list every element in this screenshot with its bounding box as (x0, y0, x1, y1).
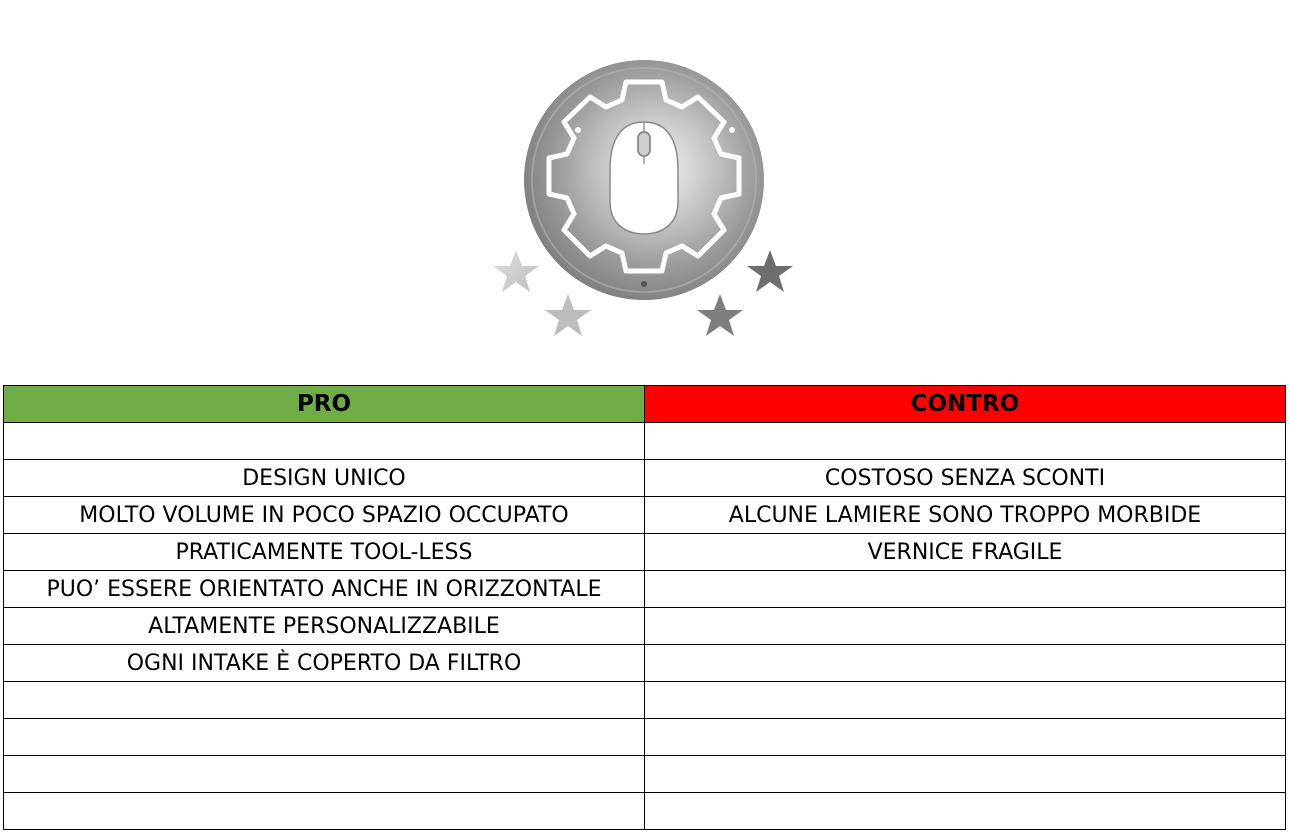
contro-cell: VERNICE FRAGILE (645, 534, 1286, 571)
pros-cons-table-wrapper (3, 385, 1285, 830)
table-row (4, 645, 1286, 682)
pro-header: PRO (4, 386, 645, 423)
table-row (4, 756, 1286, 793)
pro-cell: PRATICAMENTE TOOL-LESS (4, 534, 645, 571)
pro-cell: MOLTO VOLUME IN POCO SPAZIO OCCUPATO (4, 497, 645, 534)
contro-cell (645, 423, 1286, 460)
table-header-row (4, 386, 1286, 423)
contro-cell (645, 756, 1286, 793)
table-row (4, 534, 1286, 571)
contro-cell (645, 608, 1286, 645)
pro-cell (4, 756, 645, 793)
pro-cell: OGNI INTAKE È COPERTO DA FILTRO (4, 645, 645, 682)
contro-cell (645, 571, 1286, 608)
pro-cell (4, 423, 645, 460)
pro-cell (4, 682, 645, 719)
table-row (4, 608, 1286, 645)
pro-cell: PUO’ ESSERE ORIENTATO ANCHE IN ORIZZONTALE (4, 571, 645, 608)
table-row (4, 460, 1286, 497)
table-row (4, 571, 1286, 608)
contro-cell (645, 719, 1286, 756)
contro-cell (645, 793, 1286, 830)
table-row (4, 682, 1286, 719)
table-row (4, 497, 1286, 534)
table-row (4, 423, 1286, 460)
gear-mouse-badge-icon (486, 52, 802, 352)
pro-cell: DESIGN UNICO (4, 460, 645, 497)
pros-cons-table (3, 385, 1286, 830)
contro-cell (645, 682, 1286, 719)
pro-cell (4, 719, 645, 756)
contro-cell (645, 645, 1286, 682)
contro-header: CONTRO (645, 386, 1286, 423)
pro-cell: ALTAMENTE PERSONALIZZABILE (4, 608, 645, 645)
pro-cell (4, 793, 645, 830)
contro-cell: COSTOSO SENZA SCONTI (645, 460, 1286, 497)
table-row (4, 793, 1286, 830)
contro-cell: ALCUNE LAMIERE SONO TROPPO MORBIDE (645, 497, 1286, 534)
table-row (4, 719, 1286, 756)
